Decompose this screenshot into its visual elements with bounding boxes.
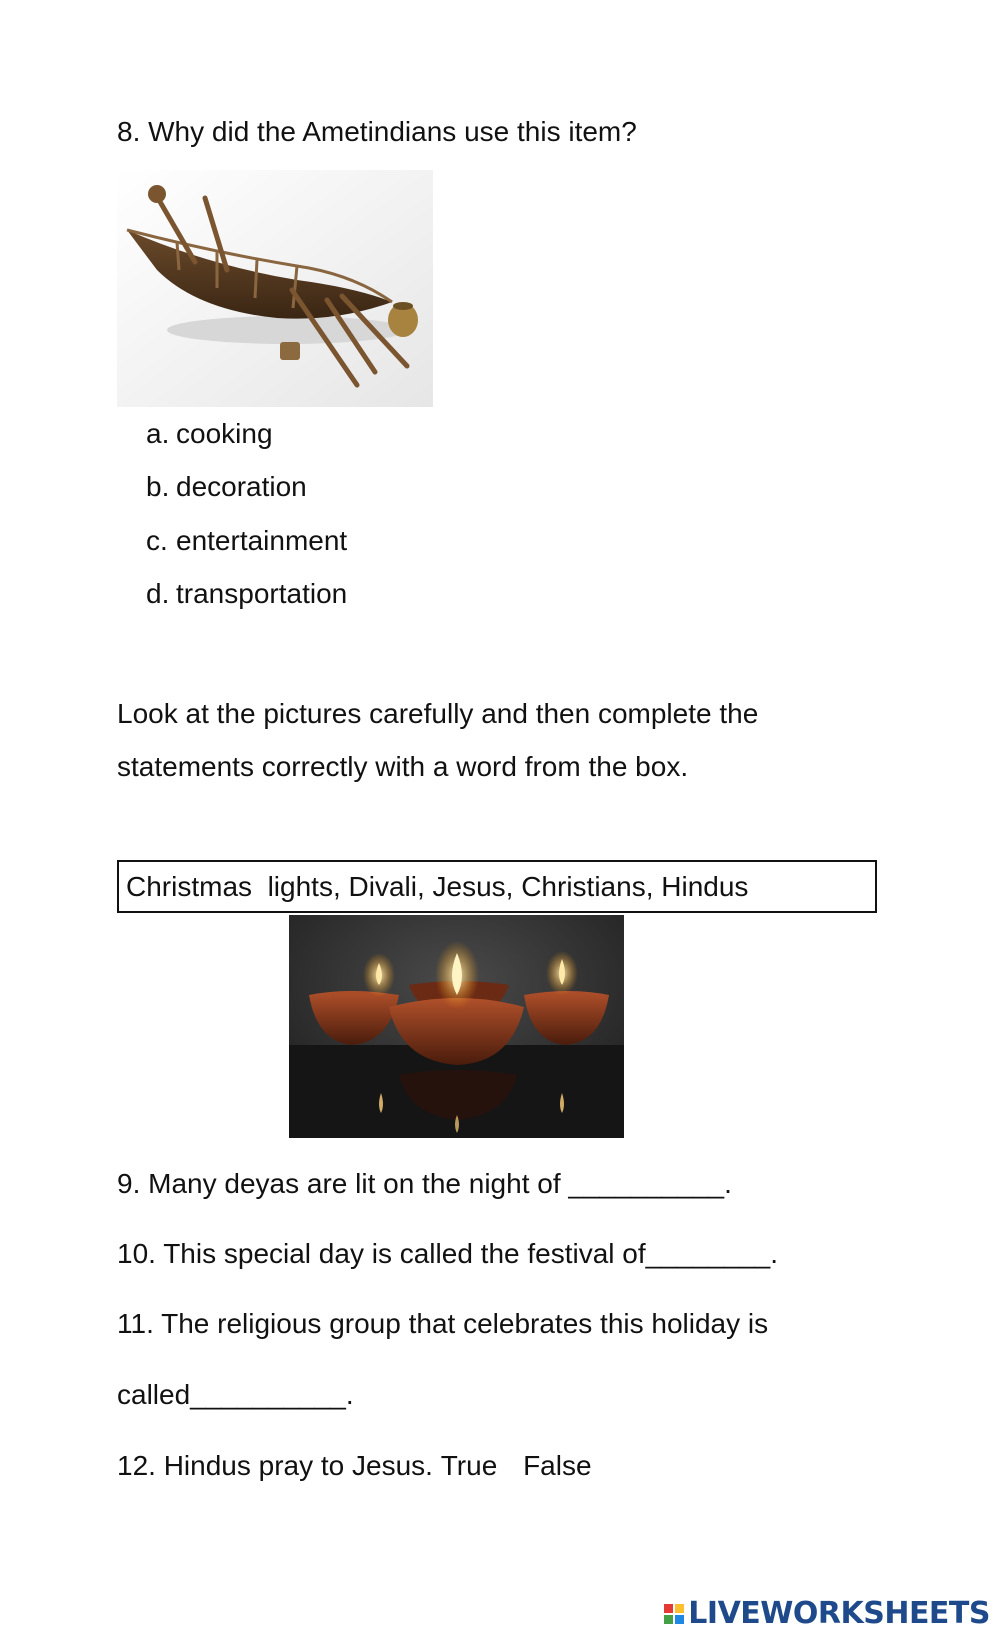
- question-12: [117, 1450, 592, 1482]
- option-d: [146, 578, 347, 610]
- question-10: 10. This special day is called the festival of________.: [117, 1238, 779, 1269]
- option-b: [146, 471, 307, 503]
- liveworksheets-logo: [664, 1596, 990, 1631]
- option-letter: a.: [146, 418, 170, 449]
- option-a: [146, 418, 273, 450]
- option-text: transportation: [176, 578, 348, 609]
- option-text: entertainment: [176, 525, 348, 556]
- option-c: [146, 525, 347, 557]
- question-11-continued: called__________.: [117, 1379, 354, 1410]
- word-box: Christmas lights, Divali, Jesus, Christians, Hindus: [117, 860, 877, 913]
- option-letter: c.: [146, 525, 168, 556]
- liveworksheets-mark-icon: [664, 1604, 684, 1624]
- option-letter: b.: [146, 471, 170, 502]
- option-text: cooking: [176, 418, 273, 449]
- option-text: decoration: [176, 471, 307, 502]
- question-8: 8. Why did the Ametindians use this item?: [117, 116, 637, 147]
- instructions-line-1: Look at the pictures carefully and then complete the: [117, 698, 759, 729]
- true-option[interactable]: True: [440, 1450, 498, 1481]
- option-letter: d.: [146, 578, 170, 609]
- canoe-image: [117, 170, 433, 407]
- false-option[interactable]: False: [523, 1450, 592, 1481]
- question-12-text: 12. Hindus pray to Jesus.: [117, 1450, 433, 1481]
- question-11: 11. The religious group that celebrates this holiday is: [117, 1308, 769, 1339]
- brand-name: LIVEWORKSHEETS: [688, 1596, 990, 1631]
- diya-lamps-image: [289, 915, 624, 1138]
- question-9: 9. Many deyas are lit on the night of __________.: [117, 1168, 732, 1199]
- instructions: [117, 687, 758, 793]
- instructions-line-2: statements correctly with a word from the box.: [117, 751, 689, 782]
